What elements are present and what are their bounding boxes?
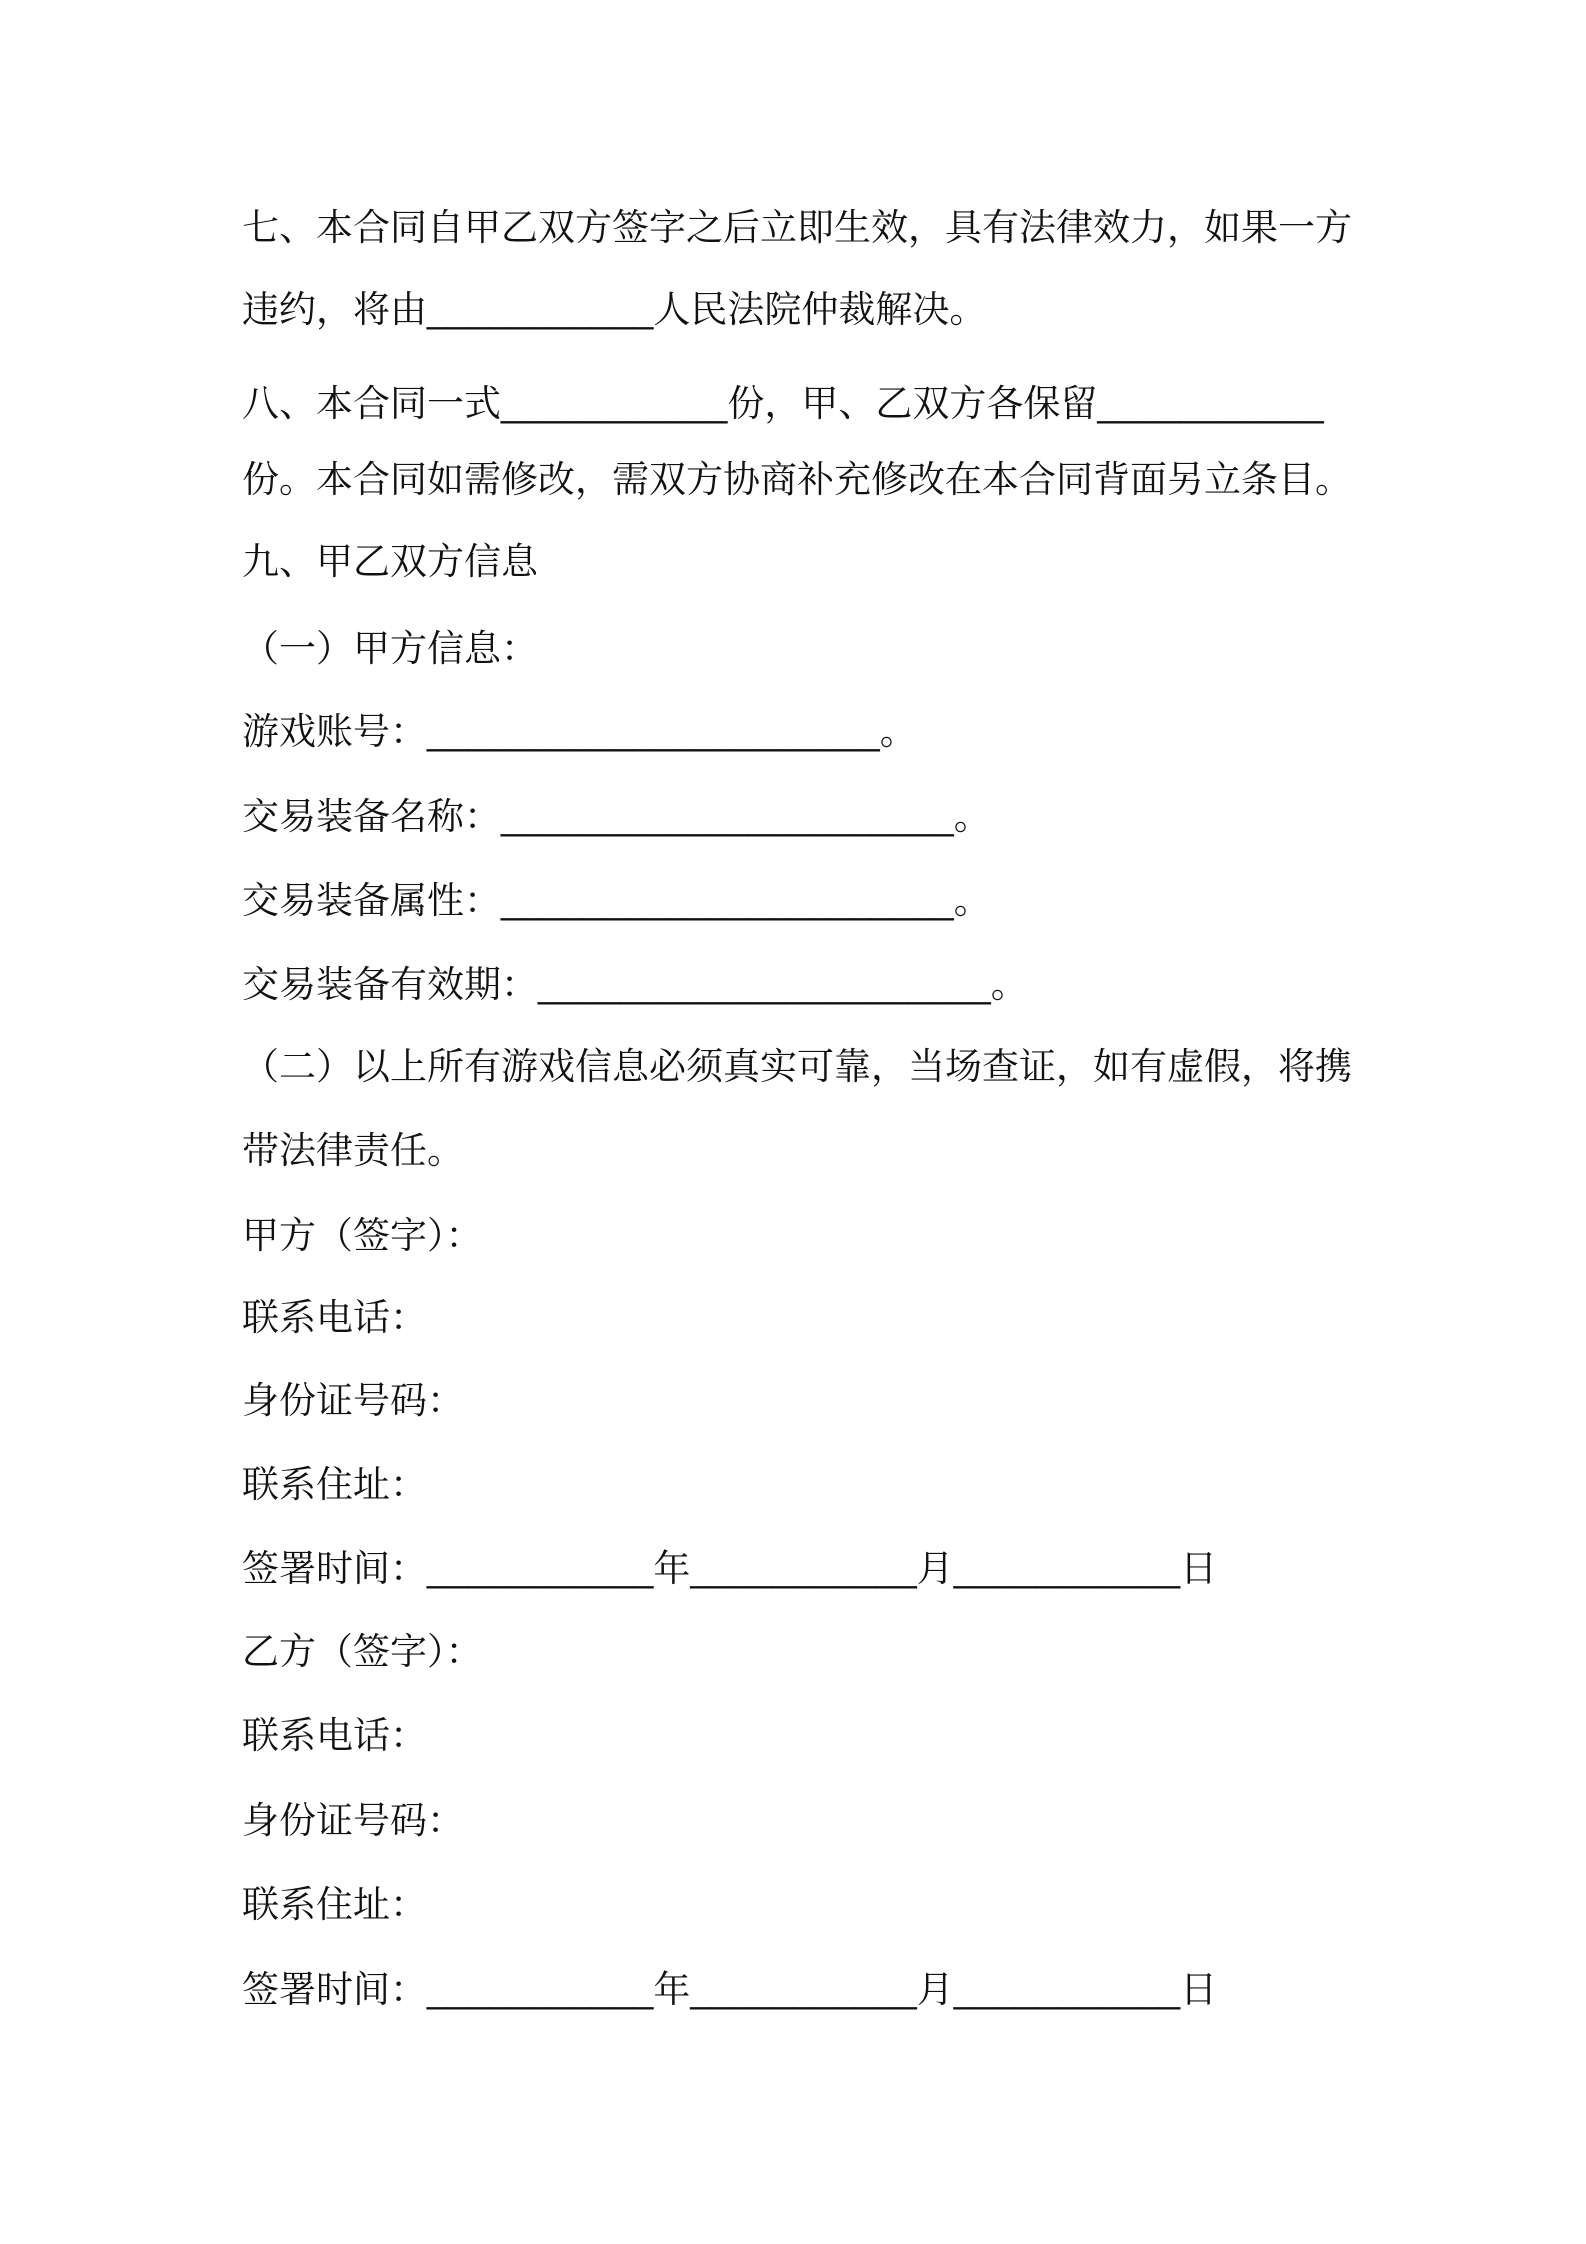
year-blank: ___________ [427, 1548, 654, 1589]
field-suffix: 。 [953, 796, 991, 837]
day-text: 日 [1180, 1969, 1218, 2010]
court-blank: ___________ [427, 289, 654, 330]
party-b-signature-label: 乙方（签字）： [242, 1631, 483, 1672]
field-item-attributes [242, 876, 991, 926]
field-game-account [242, 707, 917, 757]
clause-8-text-middle: 份，甲、乙双方各保留 [727, 383, 1098, 424]
field-blank: ______________________ [427, 711, 880, 752]
field-blank: ______________________ [501, 880, 954, 921]
party-a-signature-label: 甲方（签字）： [242, 1215, 483, 1256]
party-b-phone-label: 联系电话： [242, 1715, 427, 1756]
clause-7-text-after: 人民法院仲裁解决。 [653, 289, 987, 330]
clause-7-line-1: 七、本合同自甲乙双方签字之后立即生效，具有法律效力，如果一方 [242, 207, 1352, 248]
field-item-validity [242, 960, 1028, 1010]
field-suffix: 。 [879, 711, 917, 752]
month-text: 月 [916, 1969, 954, 2010]
field-label: 交易装备有效期： [242, 964, 538, 1005]
copies-each-blank: ___________ [1097, 383, 1324, 424]
field-blank: ______________________ [501, 796, 954, 837]
clause-7-line-2 [242, 285, 986, 335]
clause-8-line-2: 份。本合同如需修改，需双方协商补充修改在本合同背面另立条目。 [242, 459, 1352, 500]
field-label: 交易装备属性： [242, 880, 501, 921]
field-blank: ______________________ [538, 964, 991, 1005]
clause-8-line-1 [242, 379, 1324, 429]
party-a-phone-label: 联系电话： [242, 1297, 427, 1338]
field-label: 游戏账号： [242, 711, 427, 752]
party-a-id-label: 身份证号码： [242, 1380, 464, 1421]
party-b-date-line [242, 1965, 1217, 2015]
field-label: 交易装备名称： [242, 796, 501, 837]
day-blank: ___________ [953, 1969, 1181, 2010]
month-blank: ___________ [690, 1969, 917, 2010]
date-label: 签署时间： [242, 1969, 427, 2010]
year-text: 年 [653, 1969, 691, 2010]
party-b-address-label: 联系住址： [242, 1884, 427, 1925]
party-a-date-line [242, 1544, 1217, 1594]
field-suffix: 。 [990, 964, 1028, 1005]
clause-7-text-before: 违约，将由 [242, 289, 427, 330]
note-line-2: 带法律责任。 [242, 1130, 464, 1171]
day-blank: ___________ [953, 1548, 1181, 1589]
field-item-name [242, 792, 991, 842]
party-a-info-heading: （一）甲方信息： [242, 628, 538, 669]
clause-8-text-before: 八、本合同一式 [242, 383, 501, 424]
year-blank: ___________ [427, 1969, 654, 2010]
day-text: 日 [1180, 1548, 1218, 1589]
party-b-id-label: 身份证号码： [242, 1800, 464, 1841]
month-blank: ___________ [690, 1548, 917, 1589]
month-text: 月 [916, 1548, 954, 1589]
field-suffix: 。 [953, 880, 991, 921]
year-text: 年 [653, 1548, 691, 1589]
note-line-1: （二）以上所有游戏信息必须真实可靠，当场查证，如有虚假，将携 [242, 1046, 1352, 1087]
date-label: 签署时间： [242, 1548, 427, 1589]
clause-9-heading: 九、甲乙双方信息 [242, 541, 538, 582]
party-a-address-label: 联系住址： [242, 1464, 427, 1505]
copies-blank: ___________ [501, 383, 728, 424]
